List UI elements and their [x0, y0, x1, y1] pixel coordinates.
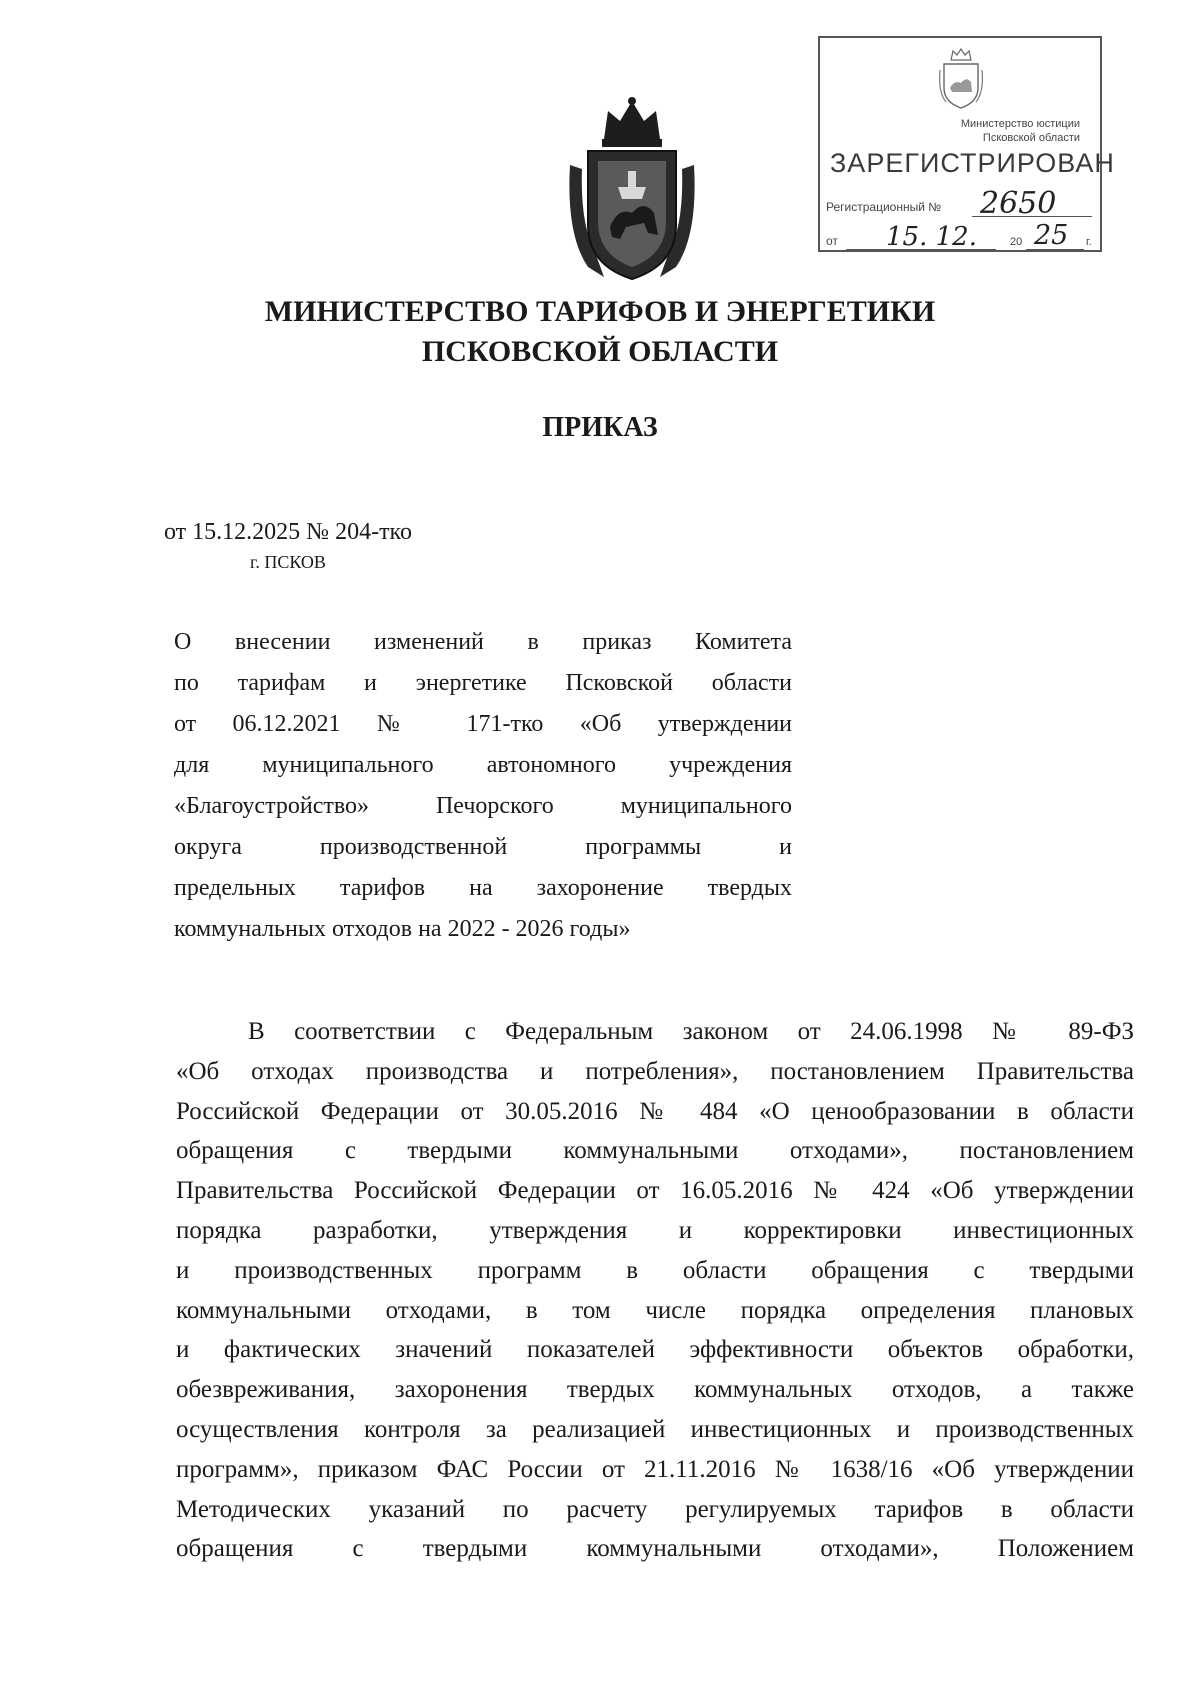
- document-type: ПРИКАЗ: [542, 412, 658, 443]
- body-line: обезвреживания, захоронения твердых коммунальных отходов, а также: [176, 1376, 1134, 1404]
- registration-stamp: [818, 36, 1115, 252]
- stamp-year-prefix: 20: [1010, 236, 1023, 248]
- subject-line: «Благоустройство» Печорского муниципального: [174, 793, 792, 819]
- order-subject: [174, 622, 792, 950]
- body-line: программ», приказом ФАС России от 21.11.2016 № 1638/16 «Об утверждении: [176, 1455, 1134, 1483]
- stamp-date-value: 15. 12.: [886, 222, 977, 252]
- stamp-year-value: 25: [1034, 220, 1069, 251]
- stamp-authority-line2: Псковской области: [982, 132, 1080, 144]
- ministry-title-line1: МИНИСТЕРСТВО ТАРИФОВ И ЭНЕРГЕТИКИ: [264, 295, 936, 328]
- body-line: Российской Федерации от 30.05.2016 № 484 «О ценообразовании в области: [176, 1097, 1134, 1125]
- body-line: порядка разработки, утверждения и корректировки инвестиционных: [176, 1216, 1134, 1244]
- stamp-date-label: от: [826, 234, 838, 248]
- subject-line: О внесении изменений в приказ Комитета: [174, 629, 792, 655]
- body-line: «Об отходах производства и потребления», постановлением Правительства: [176, 1057, 1134, 1085]
- body-line: обращения с твердыми коммунальными отходами», постановлением: [176, 1137, 1134, 1165]
- subject-line: округа производственной программы и: [174, 834, 792, 860]
- stamp-status: ЗАРЕГИСТРИРОВАН: [830, 148, 1115, 178]
- body-line: В соответствии с Федеральным законом от 24.06.1998 № 89-ФЗ: [248, 1018, 1134, 1045]
- body-line: и фактических значений показателей эффективности объектов обработки,: [176, 1336, 1134, 1364]
- body-line: коммунальными отходами, в том числе порядка определения плановых: [176, 1296, 1134, 1324]
- body-line: осуществления контроля за реализацией инвестиционных и производственных: [176, 1415, 1134, 1443]
- body-line: и производственных программ в области обращения с твердыми: [176, 1256, 1134, 1284]
- order-body: [176, 1012, 1134, 1569]
- order-date-number: от 15.12.2025 № 204-тко: [164, 519, 412, 545]
- subject-line: от 06.12.2021 № 171-тко «Об утверждении: [174, 711, 792, 737]
- ministry-title: [150, 292, 1050, 372]
- ministry-title-line2: ПСКОВСКОЙ ОБЛАСТИ: [421, 335, 779, 368]
- coat-of-arms-icon: [566, 95, 698, 285]
- body-line: обращения с твердыми коммунальными отходами», Положением: [176, 1535, 1134, 1563]
- body-line: Правительства Российской Федерации от 16.05.2016 № 424 «Об утверждении: [176, 1177, 1134, 1205]
- stamp-year-suffix: г.: [1086, 236, 1092, 248]
- stamp-reg-number: 2650: [980, 186, 1057, 221]
- subject-line: предельных тарифов на захоронение твердых: [174, 875, 792, 901]
- subject-line: по тарифам и энергетике Псковской области: [174, 670, 792, 696]
- stamp-coat-of-arms-icon: [938, 48, 984, 110]
- order-city: г. ПСКОВ: [250, 552, 326, 572]
- subject-line: для муниципального автономного учреждения: [174, 752, 792, 778]
- subject-line: коммунальных отходов на 2022 - 2026 годы»: [174, 916, 631, 942]
- body-line: Методических указаний по расчету регулируемых тарифов в области: [176, 1495, 1134, 1523]
- stamp-authority-line1: Министерство юстиции: [960, 118, 1080, 130]
- stamp-reg-label: Регистрационный №: [826, 200, 942, 214]
